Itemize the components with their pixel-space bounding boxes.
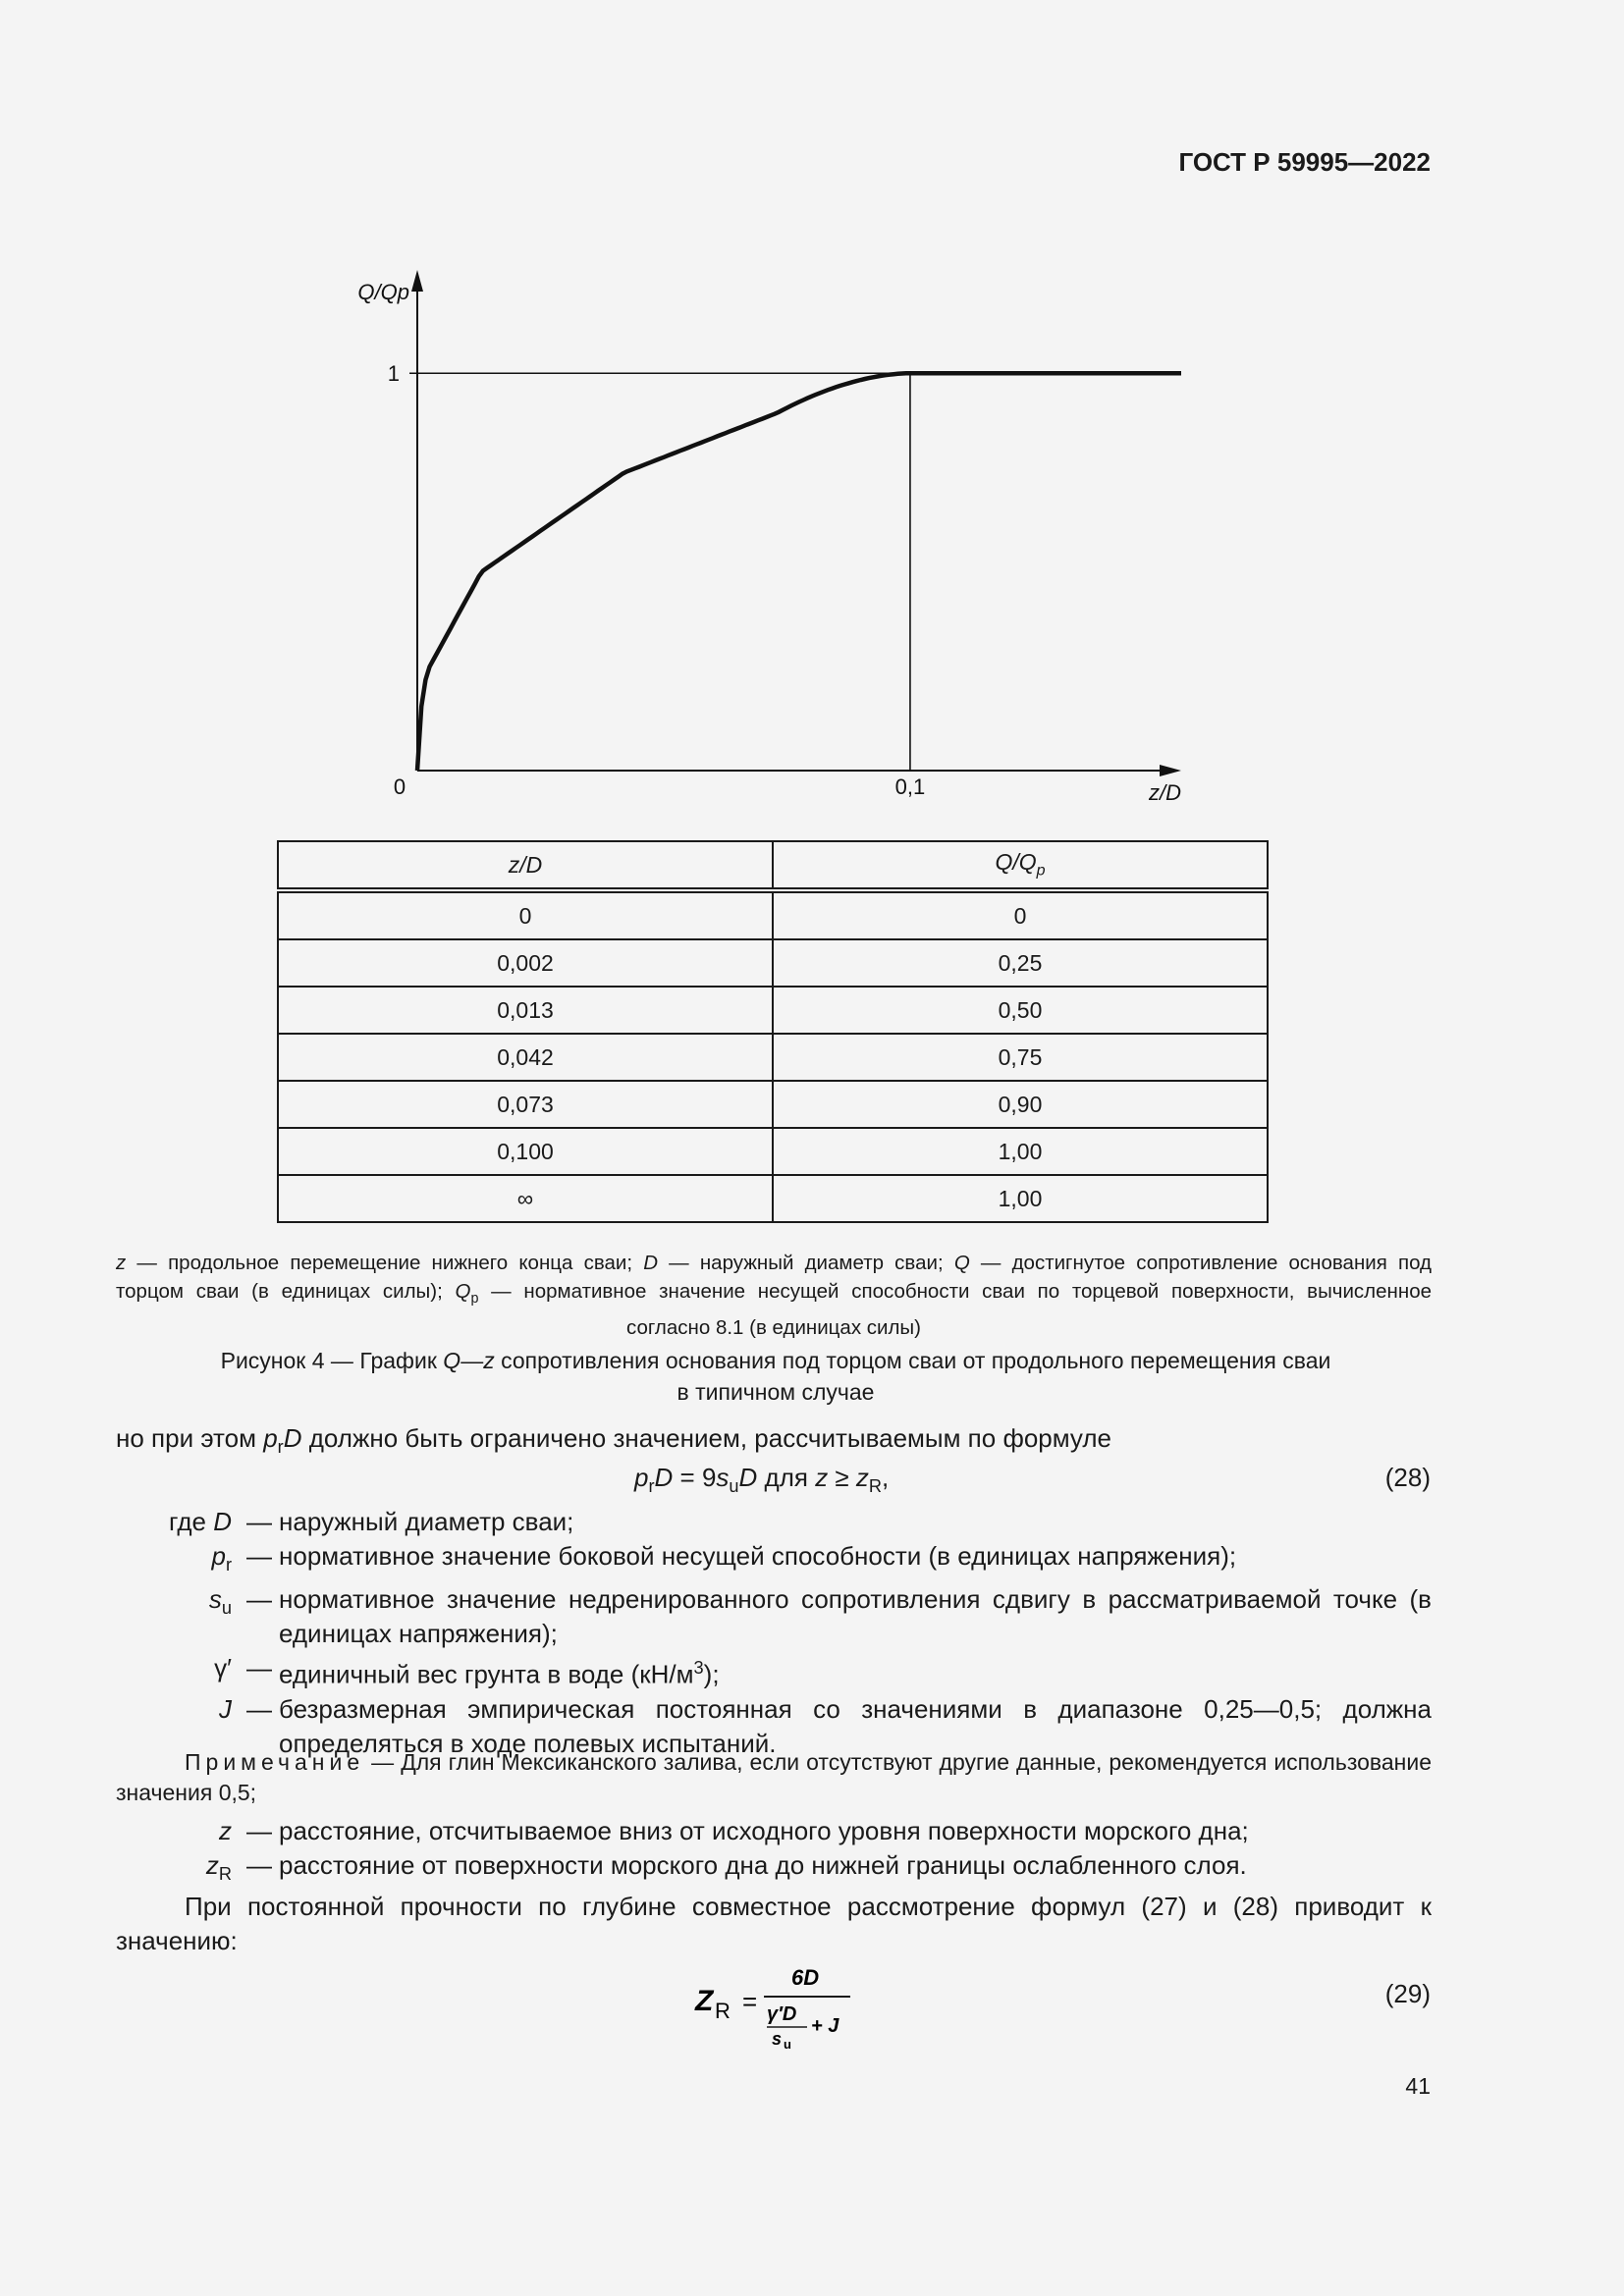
page-number: 41 [1405, 2073, 1431, 2099]
formula-29-plus: + J [811, 2015, 839, 2037]
x-tick-label-0: 0 [393, 774, 406, 799]
paragraph-1: но при этом $p_rD$ должно быть ограничено значением, рассчитываемым по формуле [116, 1423, 1111, 1458]
note: Примечание — Для глин Мексиканского залива, если отсутствуют другие данные, рекомендуется использование значения 0,5; [116, 1749, 1432, 1805]
definition-row: $z_R$ — расстояние от поверхности морского дна до нижней границы ослабленного слоя. [205, 1850, 1247, 1885]
formula-28: $p_rD = 9s_uD$ для $z \ge z_R$, [634, 1463, 890, 1497]
formula-29-equals: = [742, 1987, 758, 2016]
table-row [278, 1034, 1268, 1081]
x-axis-label: z/D [1149, 780, 1181, 805]
table-cell: 0,002 [278, 939, 773, 987]
definition-row: $p_r$ — нормативное значение боковой несущей способности (в единицах напряжения); [211, 1541, 1237, 1575]
formula-28-number: (28) [1384, 1463, 1431, 1492]
definition-row: $s_u$ — нормативное значение недренированного сопротивления сдвигу в рассматриваемой точке (в единицах напряжения); [208, 1584, 1432, 1649]
chart-guide-lines [409, 373, 1181, 771]
figure-caption: Рисунок 4 — График Q—z сопротивления основания под торцом сваи от продольного перемещения сваи в типичном случае [220, 1348, 1331, 1405]
qz-chart [324, 216, 1227, 805]
formula-29-den-den: s [772, 2029, 783, 2049]
table-row [278, 1081, 1268, 1128]
table-row [278, 1128, 1268, 1175]
series-line [417, 373, 1181, 771]
column-header-zd: z/D [278, 841, 773, 890]
table-cell: 0,25 [773, 939, 1268, 987]
definition-row: J — безразмерная эмпирическая постоянная со значениями в диапазоне 0,25—0,5; должна определяться в ходе полевых испытаний. [219, 1693, 1432, 1758]
formula-29 [693, 1961, 899, 2050]
formula-29-lhs-sub: R [715, 1999, 731, 2023]
x-tick-label-01: 0,1 [894, 774, 926, 799]
table-cell: 1,00 [773, 1175, 1268, 1222]
y-tick-label-1: 1 [387, 361, 400, 387]
y-axis-arrow [411, 270, 423, 292]
symbol-definitions [116, 1505, 1432, 1761]
table-cell: ∞ [278, 1175, 773, 1222]
data-table [277, 840, 1269, 1223]
definition-row: z — расстояние, отсчитываемое вниз от исходного уровня поверхности морского дна; [219, 1816, 1249, 1845]
table-cell: 0 [278, 890, 773, 939]
table-row [278, 987, 1268, 1034]
table-row [278, 1175, 1268, 1222]
formula-29-numerator: 6D [791, 1965, 820, 1990]
paragraph-2: При постоянной прочности по глубине совместное рассмотрение формул (27) и (28) приводит к значению: [116, 1892, 1432, 1955]
table-cell: 0,90 [773, 1081, 1268, 1128]
table-row [278, 939, 1268, 987]
table-cell: 1,00 [773, 1128, 1268, 1175]
table-cell: 0,100 [278, 1128, 773, 1175]
chart-axes [411, 270, 1181, 776]
table-cell: 0,042 [278, 1034, 773, 1081]
formula-29-lhs: Z [695, 1985, 714, 2017]
y-axis-label: Q/Qp [357, 280, 409, 304]
table-cell: 0,75 [773, 1034, 1268, 1081]
table-cell: 0,50 [773, 987, 1268, 1034]
table-cell: 0,013 [278, 987, 773, 1034]
table-cell: 0 [773, 890, 1268, 939]
formula-29-number: (29) [1384, 1979, 1431, 2008]
chart-labels [357, 280, 1181, 805]
formula-29-den-den-sub: u [784, 2037, 791, 2050]
document-id: ГОСТ Р 59995—2022 [1178, 147, 1431, 177]
definition-row: где D — наружный диаметр сваи; [169, 1507, 574, 1536]
x-axis-arrow [1160, 765, 1181, 776]
table-cell: 0,073 [278, 1081, 773, 1128]
column-header-qqp: $Q/Q_p$ [773, 841, 1268, 890]
formula-29-den-num: γ′D [767, 2003, 797, 2025]
figure-legend: z — продольное перемещение нижнего конца сваи; D — наружный диаметр сваи; Q — достигнутое сопротивление основания под торцом сваи (в единицах силы); $Q_p$ — нормативное значение несущей способности сваи по торцевой поверхности, вычисленное согласно 8.1 (в единицах силы) [116, 1252, 1432, 1340]
table-row [278, 890, 1268, 939]
symbol-definitions-2 [116, 1814, 1432, 1892]
definition-row: γ′ — единичный вес грунта в воде $(кН/м^3)$; [214, 1653, 720, 1689]
